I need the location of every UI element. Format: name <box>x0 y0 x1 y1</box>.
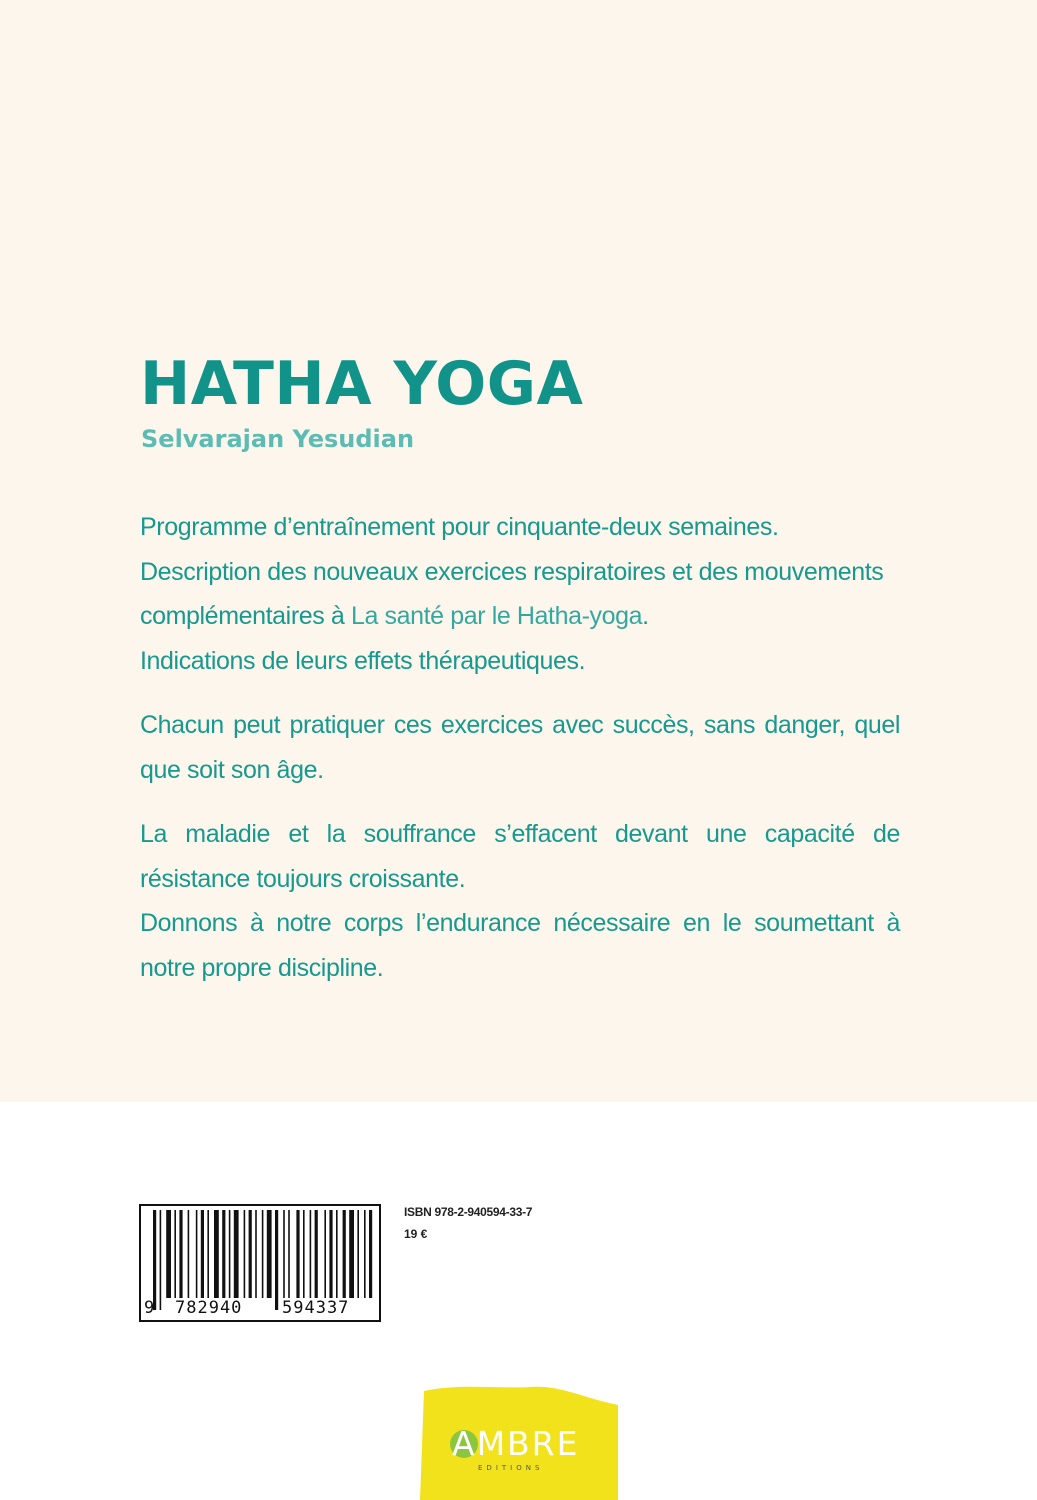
barcode-bar <box>201 1210 204 1298</box>
barcode-bar <box>324 1210 326 1298</box>
barcode-bar <box>343 1210 346 1298</box>
barcode-bar <box>288 1210 290 1298</box>
barcode-bar <box>329 1210 332 1298</box>
description-text: complémentaires à <box>140 602 351 630</box>
barcode-bar <box>196 1210 198 1298</box>
description-paragraph <box>140 505 900 683</box>
barcode-bar <box>336 1210 338 1298</box>
barcode-bar <box>267 1210 272 1298</box>
barcode-bar <box>174 1210 176 1298</box>
barcode-bar <box>369 1210 372 1298</box>
barcode-bar <box>244 1210 246 1298</box>
barcode-bar <box>179 1210 182 1298</box>
barcode-bar <box>222 1210 225 1298</box>
barcode-digits-right: 594337 <box>282 1298 350 1318</box>
description-line: La maladie et la souffrance s’effacent devant une capacité de résistance toujours croissante. <box>140 820 900 893</box>
barcode <box>139 1204 381 1322</box>
publisher-logo-text: AMBRE <box>452 1424 580 1463</box>
barcode-digit-first: 9 <box>144 1298 155 1318</box>
publisher-logo-subtitle: EDITIONS <box>478 1464 544 1472</box>
barcode-bar <box>283 1210 285 1298</box>
barcode-bar <box>357 1210 359 1298</box>
barcode-bar <box>153 1210 156 1310</box>
isbn-number: ISBN 978-2-940594-33-7 <box>404 1205 533 1219</box>
price: 19 € <box>404 1227 428 1241</box>
barcode-bar <box>234 1210 239 1298</box>
referenced-book-title: La santé par le Hatha-yoga <box>350 602 643 630</box>
description-line <box>140 594 900 639</box>
barcode-bar <box>364 1210 366 1298</box>
barcode-bar <box>160 1210 162 1310</box>
barcode-bar <box>296 1210 299 1298</box>
barcode-bar <box>275 1210 278 1310</box>
book-title: HATHA YOGA <box>140 349 584 419</box>
description-line: Programme d’entraînement pour cinquante-deux semaines. <box>140 513 779 541</box>
back-cover-description <box>140 505 900 1010</box>
description-text: . <box>642 602 649 630</box>
description-paragraph <box>140 812 900 990</box>
description-paragraph: Chacun peut pratiquer ces exercices avec succès, sans danger, quel que soit son âge. <box>140 711 900 784</box>
description-line: Indications de leurs effets thérapeutiques. <box>140 646 586 675</box>
barcode-bar <box>262 1210 264 1298</box>
barcode-bar <box>349 1210 354 1298</box>
barcode-bar <box>310 1210 312 1298</box>
barcode-bar <box>214 1210 219 1298</box>
barcode-bar <box>229 1210 231 1298</box>
barcode-bar <box>315 1210 318 1298</box>
barcode-bar <box>249 1210 252 1298</box>
book-author: Selvarajan Yesudian <box>141 425 415 453</box>
barcode-bar <box>188 1210 190 1298</box>
barcode-bar <box>303 1210 305 1298</box>
barcode-bar <box>166 1210 171 1298</box>
barcode-digits-left: 782940 <box>175 1298 243 1318</box>
barcode-bar <box>255 1210 257 1298</box>
barcode-bar <box>207 1210 209 1298</box>
description-line: Donnons à notre corps l’endurance nécessaire en le soumettant à notre propre discipline. <box>140 909 900 982</box>
description-line: Description des nouveaux exercices respiratoires et des mouvements <box>140 557 884 586</box>
